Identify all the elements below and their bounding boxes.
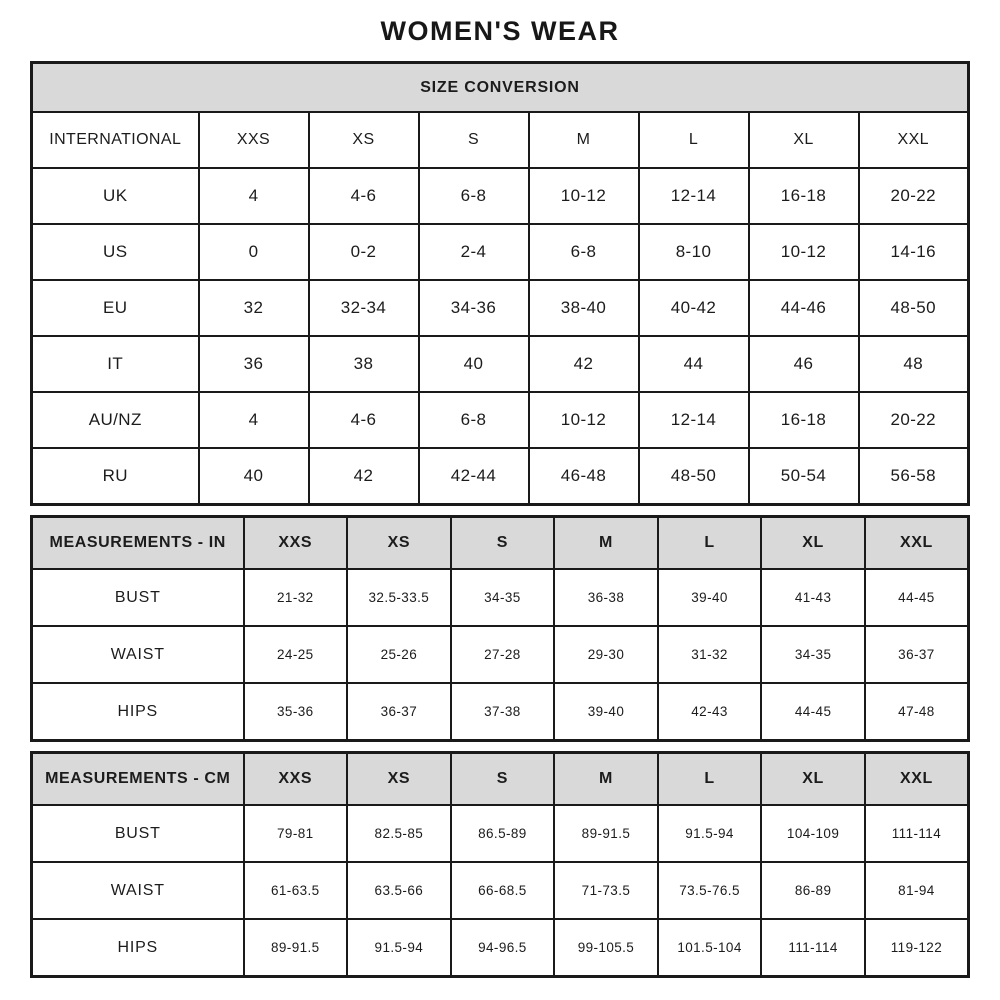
table-cell: 34-35 bbox=[761, 626, 865, 683]
table-cell: 4 bbox=[199, 392, 309, 448]
column-header-xxs: XXS bbox=[244, 753, 348, 806]
column-header-xs: XS bbox=[347, 753, 451, 806]
column-header-xxs: XXS bbox=[244, 517, 348, 570]
table-cell: 8-10 bbox=[639, 224, 749, 280]
size-conversion-header: SIZE CONVERSION bbox=[32, 63, 969, 113]
measurements-in-header-row bbox=[32, 517, 969, 570]
size-conversion-columns-row bbox=[32, 112, 969, 168]
table-cell: 42-44 bbox=[419, 448, 529, 505]
measurements-cm-table bbox=[30, 751, 970, 978]
size-conversion-banner-row bbox=[32, 63, 969, 113]
table-cell: 111-114 bbox=[865, 805, 969, 862]
table-cell: 32.5-33.5 bbox=[347, 569, 451, 626]
table-cell: 46-48 bbox=[529, 448, 639, 505]
table-cell: 48 bbox=[859, 336, 969, 392]
table-cell: 2-4 bbox=[419, 224, 529, 280]
table-cell: 44 bbox=[639, 336, 749, 392]
table-row-hips-in bbox=[32, 683, 969, 741]
table-cell: 47-48 bbox=[865, 683, 969, 741]
row-label: BUST bbox=[32, 569, 244, 626]
table-row-bust-cm bbox=[32, 805, 969, 862]
table-cell: 71-73.5 bbox=[554, 862, 658, 919]
page-title: WOMEN'S WEAR bbox=[380, 16, 620, 46]
table-cell: 4 bbox=[199, 168, 309, 224]
row-label: HIPS bbox=[32, 919, 244, 977]
row-label: HIPS bbox=[32, 683, 244, 741]
table-row-us bbox=[32, 224, 969, 280]
column-header-l: L bbox=[658, 753, 762, 806]
table-row-ru bbox=[32, 448, 969, 505]
row-label: UK bbox=[32, 168, 199, 224]
table-cell: 4-6 bbox=[309, 392, 419, 448]
column-header-xl: XL bbox=[761, 517, 865, 570]
column-header-xs: XS bbox=[309, 112, 419, 168]
column-header-xxl: XXL bbox=[859, 112, 969, 168]
table-cell: 6-8 bbox=[419, 168, 529, 224]
table-cell: 86-89 bbox=[761, 862, 865, 919]
table-cell: 36-37 bbox=[865, 626, 969, 683]
table-cell: 91.5-94 bbox=[347, 919, 451, 977]
table-row-waist-in bbox=[32, 626, 969, 683]
row-label: EU bbox=[32, 280, 199, 336]
table-cell: 42 bbox=[309, 448, 419, 505]
table-cell: 20-22 bbox=[859, 392, 969, 448]
table-cell: 104-109 bbox=[761, 805, 865, 862]
column-header-s: S bbox=[451, 753, 555, 806]
table-cell: 73.5-76.5 bbox=[658, 862, 762, 919]
table-cell: 4-6 bbox=[309, 168, 419, 224]
column-header-xl: XL bbox=[749, 112, 859, 168]
column-header-xxl: XXL bbox=[865, 753, 969, 806]
table-cell: 25-26 bbox=[347, 626, 451, 683]
table-cell: 38 bbox=[309, 336, 419, 392]
column-header-l: L bbox=[658, 517, 762, 570]
table-row-bust-in bbox=[32, 569, 969, 626]
table-cell: 16-18 bbox=[749, 392, 859, 448]
column-header-xxs: XXS bbox=[199, 112, 309, 168]
table-cell: 101.5-104 bbox=[658, 919, 762, 977]
table-cell: 32-34 bbox=[309, 280, 419, 336]
table-cell: 39-40 bbox=[658, 569, 762, 626]
column-header-m: M bbox=[554, 753, 658, 806]
column-header-s: S bbox=[419, 112, 529, 168]
table-cell: 34-35 bbox=[451, 569, 555, 626]
table-cell: 36-38 bbox=[554, 569, 658, 626]
table-cell: 20-22 bbox=[859, 168, 969, 224]
table-cell: 66-68.5 bbox=[451, 862, 555, 919]
row-label: IT bbox=[32, 336, 199, 392]
table-row-uk bbox=[32, 168, 969, 224]
size-conversion-table bbox=[30, 61, 970, 506]
column-header-international: INTERNATIONAL bbox=[32, 112, 199, 168]
measurements-in-header: MEASUREMENTS - IN bbox=[32, 517, 244, 570]
column-header-m: M bbox=[554, 517, 658, 570]
table-cell: 79-81 bbox=[244, 805, 348, 862]
table-cell: 0-2 bbox=[309, 224, 419, 280]
row-label: WAIST bbox=[32, 862, 244, 919]
table-cell: 89-91.5 bbox=[554, 805, 658, 862]
table-cell: 37-38 bbox=[451, 683, 555, 741]
table-cell: 12-14 bbox=[639, 168, 749, 224]
table-row-eu bbox=[32, 280, 969, 336]
table-cell: 32 bbox=[199, 280, 309, 336]
table-cell: 34-36 bbox=[419, 280, 529, 336]
measurements-cm-header-row bbox=[32, 753, 969, 806]
table-cell: 48-50 bbox=[859, 280, 969, 336]
table-cell: 0 bbox=[199, 224, 309, 280]
table-cell: 81-94 bbox=[865, 862, 969, 919]
table-cell: 56-58 bbox=[859, 448, 969, 505]
table-cell: 10-12 bbox=[749, 224, 859, 280]
table-row-aunz bbox=[32, 392, 969, 448]
table-cell: 91.5-94 bbox=[658, 805, 762, 862]
row-label: AU/NZ bbox=[32, 392, 199, 448]
size-chart-page bbox=[30, 0, 970, 978]
table-cell: 99-105.5 bbox=[554, 919, 658, 977]
table-cell: 12-14 bbox=[639, 392, 749, 448]
table-cell: 48-50 bbox=[639, 448, 749, 505]
table-cell: 94-96.5 bbox=[451, 919, 555, 977]
row-label: US bbox=[32, 224, 199, 280]
column-header-xl: XL bbox=[761, 753, 865, 806]
table-cell: 82.5-85 bbox=[347, 805, 451, 862]
table-cell: 27-28 bbox=[451, 626, 555, 683]
row-label: RU bbox=[32, 448, 199, 505]
table-cell: 61-63.5 bbox=[244, 862, 348, 919]
table-cell: 6-8 bbox=[529, 224, 639, 280]
table-cell: 119-122 bbox=[865, 919, 969, 977]
table-row-hips-cm bbox=[32, 919, 969, 977]
table-cell: 89-91.5 bbox=[244, 919, 348, 977]
table-cell: 38-40 bbox=[529, 280, 639, 336]
column-header-s: S bbox=[451, 517, 555, 570]
table-cell: 40 bbox=[199, 448, 309, 505]
table-cell: 24-25 bbox=[244, 626, 348, 683]
row-label: BUST bbox=[32, 805, 244, 862]
table-cell: 111-114 bbox=[761, 919, 865, 977]
table-cell: 21-32 bbox=[244, 569, 348, 626]
table-cell: 41-43 bbox=[761, 569, 865, 626]
table-cell: 31-32 bbox=[658, 626, 762, 683]
table-cell: 10-12 bbox=[529, 168, 639, 224]
table-cell: 36 bbox=[199, 336, 309, 392]
table-row-it bbox=[32, 336, 969, 392]
table-cell: 6-8 bbox=[419, 392, 529, 448]
row-label: WAIST bbox=[32, 626, 244, 683]
measurements-in-table bbox=[30, 515, 970, 742]
table-cell: 50-54 bbox=[749, 448, 859, 505]
table-cell: 10-12 bbox=[529, 392, 639, 448]
table-cell: 36-37 bbox=[347, 683, 451, 741]
column-header-m: M bbox=[529, 112, 639, 168]
table-cell: 35-36 bbox=[244, 683, 348, 741]
table-cell: 14-16 bbox=[859, 224, 969, 280]
column-header-xxl: XXL bbox=[865, 517, 969, 570]
column-header-l: L bbox=[639, 112, 749, 168]
table-cell: 46 bbox=[749, 336, 859, 392]
table-cell: 40 bbox=[419, 336, 529, 392]
table-cell: 42 bbox=[529, 336, 639, 392]
measurements-cm-header: MEASUREMENTS - CM bbox=[32, 753, 244, 806]
table-cell: 40-42 bbox=[639, 280, 749, 336]
table-cell: 63.5-66 bbox=[347, 862, 451, 919]
table-cell: 44-45 bbox=[865, 569, 969, 626]
table-cell: 86.5-89 bbox=[451, 805, 555, 862]
table-cell: 44-45 bbox=[761, 683, 865, 741]
table-cell: 42-43 bbox=[658, 683, 762, 741]
column-header-xs: XS bbox=[347, 517, 451, 570]
table-cell: 44-46 bbox=[749, 280, 859, 336]
table-cell: 29-30 bbox=[554, 626, 658, 683]
table-cell: 39-40 bbox=[554, 683, 658, 741]
table-cell: 16-18 bbox=[749, 168, 859, 224]
table-row-waist-cm bbox=[32, 862, 969, 919]
